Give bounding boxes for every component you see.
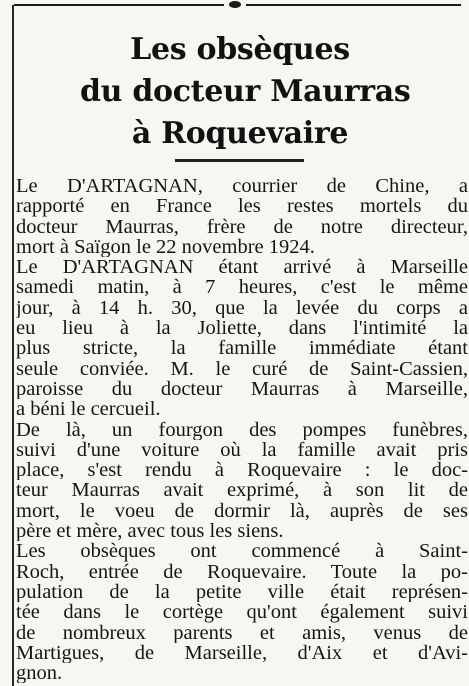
article-line: a béni le cercueil. bbox=[16, 399, 161, 420]
top-ornament bbox=[224, 0, 246, 10]
article-line: pulation de la petite ville était représen- bbox=[16, 581, 468, 603]
article-line: plus stricte, la famille immédiate étant bbox=[16, 338, 468, 359]
article-line: place, s'est rendu à Roquevaire : le doc- bbox=[16, 460, 468, 481]
article-line: gnon. bbox=[16, 663, 63, 684]
article-line: père et mère, avec tous les siens. bbox=[16, 521, 284, 542]
article-line: tée dans le cortège qu'ont également suivi bbox=[16, 602, 468, 623]
article-line: jour, à 14 h. 30, que la levée du corps a bbox=[16, 297, 468, 319]
article-line: de nombreux parents et amis, venus de bbox=[16, 622, 468, 643]
article-line: Martigues, de Marseille, d'Aix et d'Avi- bbox=[16, 642, 468, 664]
article-line: suivi d'une voiture où la famille avait pris bbox=[16, 439, 468, 461]
article-line: rapporté en France les restes mortels du bbox=[16, 196, 468, 217]
headline-line-1: Les obsèques bbox=[130, 32, 350, 67]
headline-line-3: à Roquevaire bbox=[131, 116, 349, 151]
article-line: Le D'ARTAGNAN étant arrivé à Marseille bbox=[16, 257, 468, 278]
article-line: mort à Saïgon le 22 novembre 1924. bbox=[16, 236, 315, 258]
left-column-rule bbox=[12, 5, 14, 686]
article-line: mort, le voeu de dormir là, auprès de ses bbox=[16, 500, 468, 522]
article-line: docteur Maurras, frère de notre directeur, bbox=[16, 216, 468, 237]
article-line: Les obsèques ont commencé à Saint- bbox=[16, 541, 468, 562]
article-line: teur Maurras avait exprimé, à son lit de bbox=[16, 480, 468, 501]
article-line: samedi matin, à 7 heures, c'est le même bbox=[16, 277, 468, 298]
article-line: De là, un fourgon des pompes funèbres, bbox=[16, 419, 468, 440]
article-line: Le D'ARTAGNAN, courrier de Chine, a bbox=[16, 176, 468, 197]
article-line: paroisse du docteur Maurras à Marseille, bbox=[16, 378, 468, 400]
headline-line-2: du docteur Maurras bbox=[80, 74, 411, 109]
article-line: seule conviée. M. le curé de Saint-Cassien, bbox=[16, 358, 468, 379]
article-line: Roch, entrée de Roquevaire. Toute la po- bbox=[16, 561, 468, 582]
article-body bbox=[16, 176, 468, 683]
title-divider bbox=[175, 159, 304, 162]
article-line: eu lieu à la Joliette, dans l'intimité la bbox=[16, 318, 468, 339]
